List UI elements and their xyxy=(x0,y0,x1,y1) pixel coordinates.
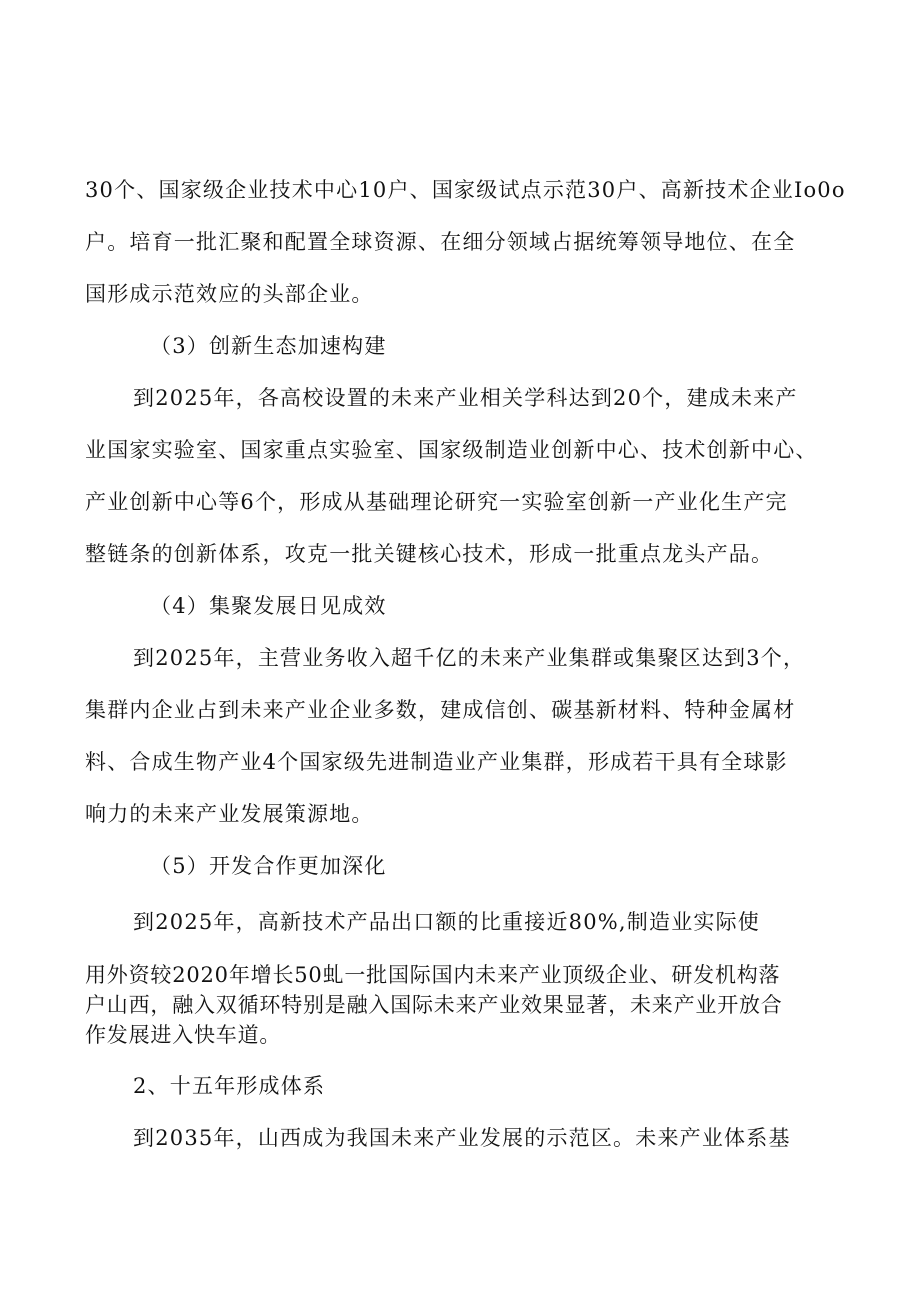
text-line: 集群内企业占到未来产业企业多数，建成信创、碳基新材料、特种金属材 xyxy=(85,698,796,722)
text-line: 响力的未来产业发展策源地。 xyxy=(85,802,374,826)
section-heading: （4）集聚发展日见成效 xyxy=(150,594,387,618)
text-line: 户山西，融入双循环特别是融入国际未来产业效果显著，未来产业开放合 xyxy=(85,993,783,1017)
text-line: 作发展进入快车道。 xyxy=(85,1023,282,1047)
text-line: 30个、国家级企业技术中心10户、国家级试点示范30户、高新技术企业Io0o xyxy=(85,178,846,202)
text-line: 到2025年，各高校设置的未来产业相关学科达到20个，建成未来产 xyxy=(133,386,798,410)
text-line: 用外资较2020年增长50虬一批国际国内未来产业顶级企业、研发机构落 xyxy=(85,963,781,987)
text-line: 产业创新中心等6个，形成从基础理论研究一实验室创新一产业化生产完 xyxy=(85,490,788,514)
text-line: 到2025年，主营业务收入超千亿的未来产业集群或集聚区达到3个， xyxy=(133,646,806,670)
text-line: 户。培育一批汇聚和配置全球资源、在细分领域占据统筹领导地位、在全 xyxy=(85,230,796,254)
text-line: 业国家实验室、国家重点实验室、国家级制造业创新中心、技术创新中心、 xyxy=(85,438,818,462)
section-heading: 2、十五年形成体系 xyxy=(133,1074,326,1098)
text-line: 整链条的创新体系，攻克一批关键核心技术，形成一批重点龙头产品。 xyxy=(85,542,774,566)
text-line: 到2035年，山西成为我国未来产业发展的示范区。未来产业体系基 xyxy=(133,1126,791,1150)
text-line: 料、合成生物产业4个国家级先进制造业产业集群，形成若干具有全球影 xyxy=(85,750,788,774)
text-line: 国形成示范效应的头部企业。 xyxy=(85,282,374,306)
text-line: 到2025年，高新技术产品出口额的比重接近80%,制造业实际使 xyxy=(133,910,760,934)
section-heading: （3）创新生态加速构建 xyxy=(150,334,387,358)
section-heading: （5）开发合作更加深化 xyxy=(150,854,387,878)
